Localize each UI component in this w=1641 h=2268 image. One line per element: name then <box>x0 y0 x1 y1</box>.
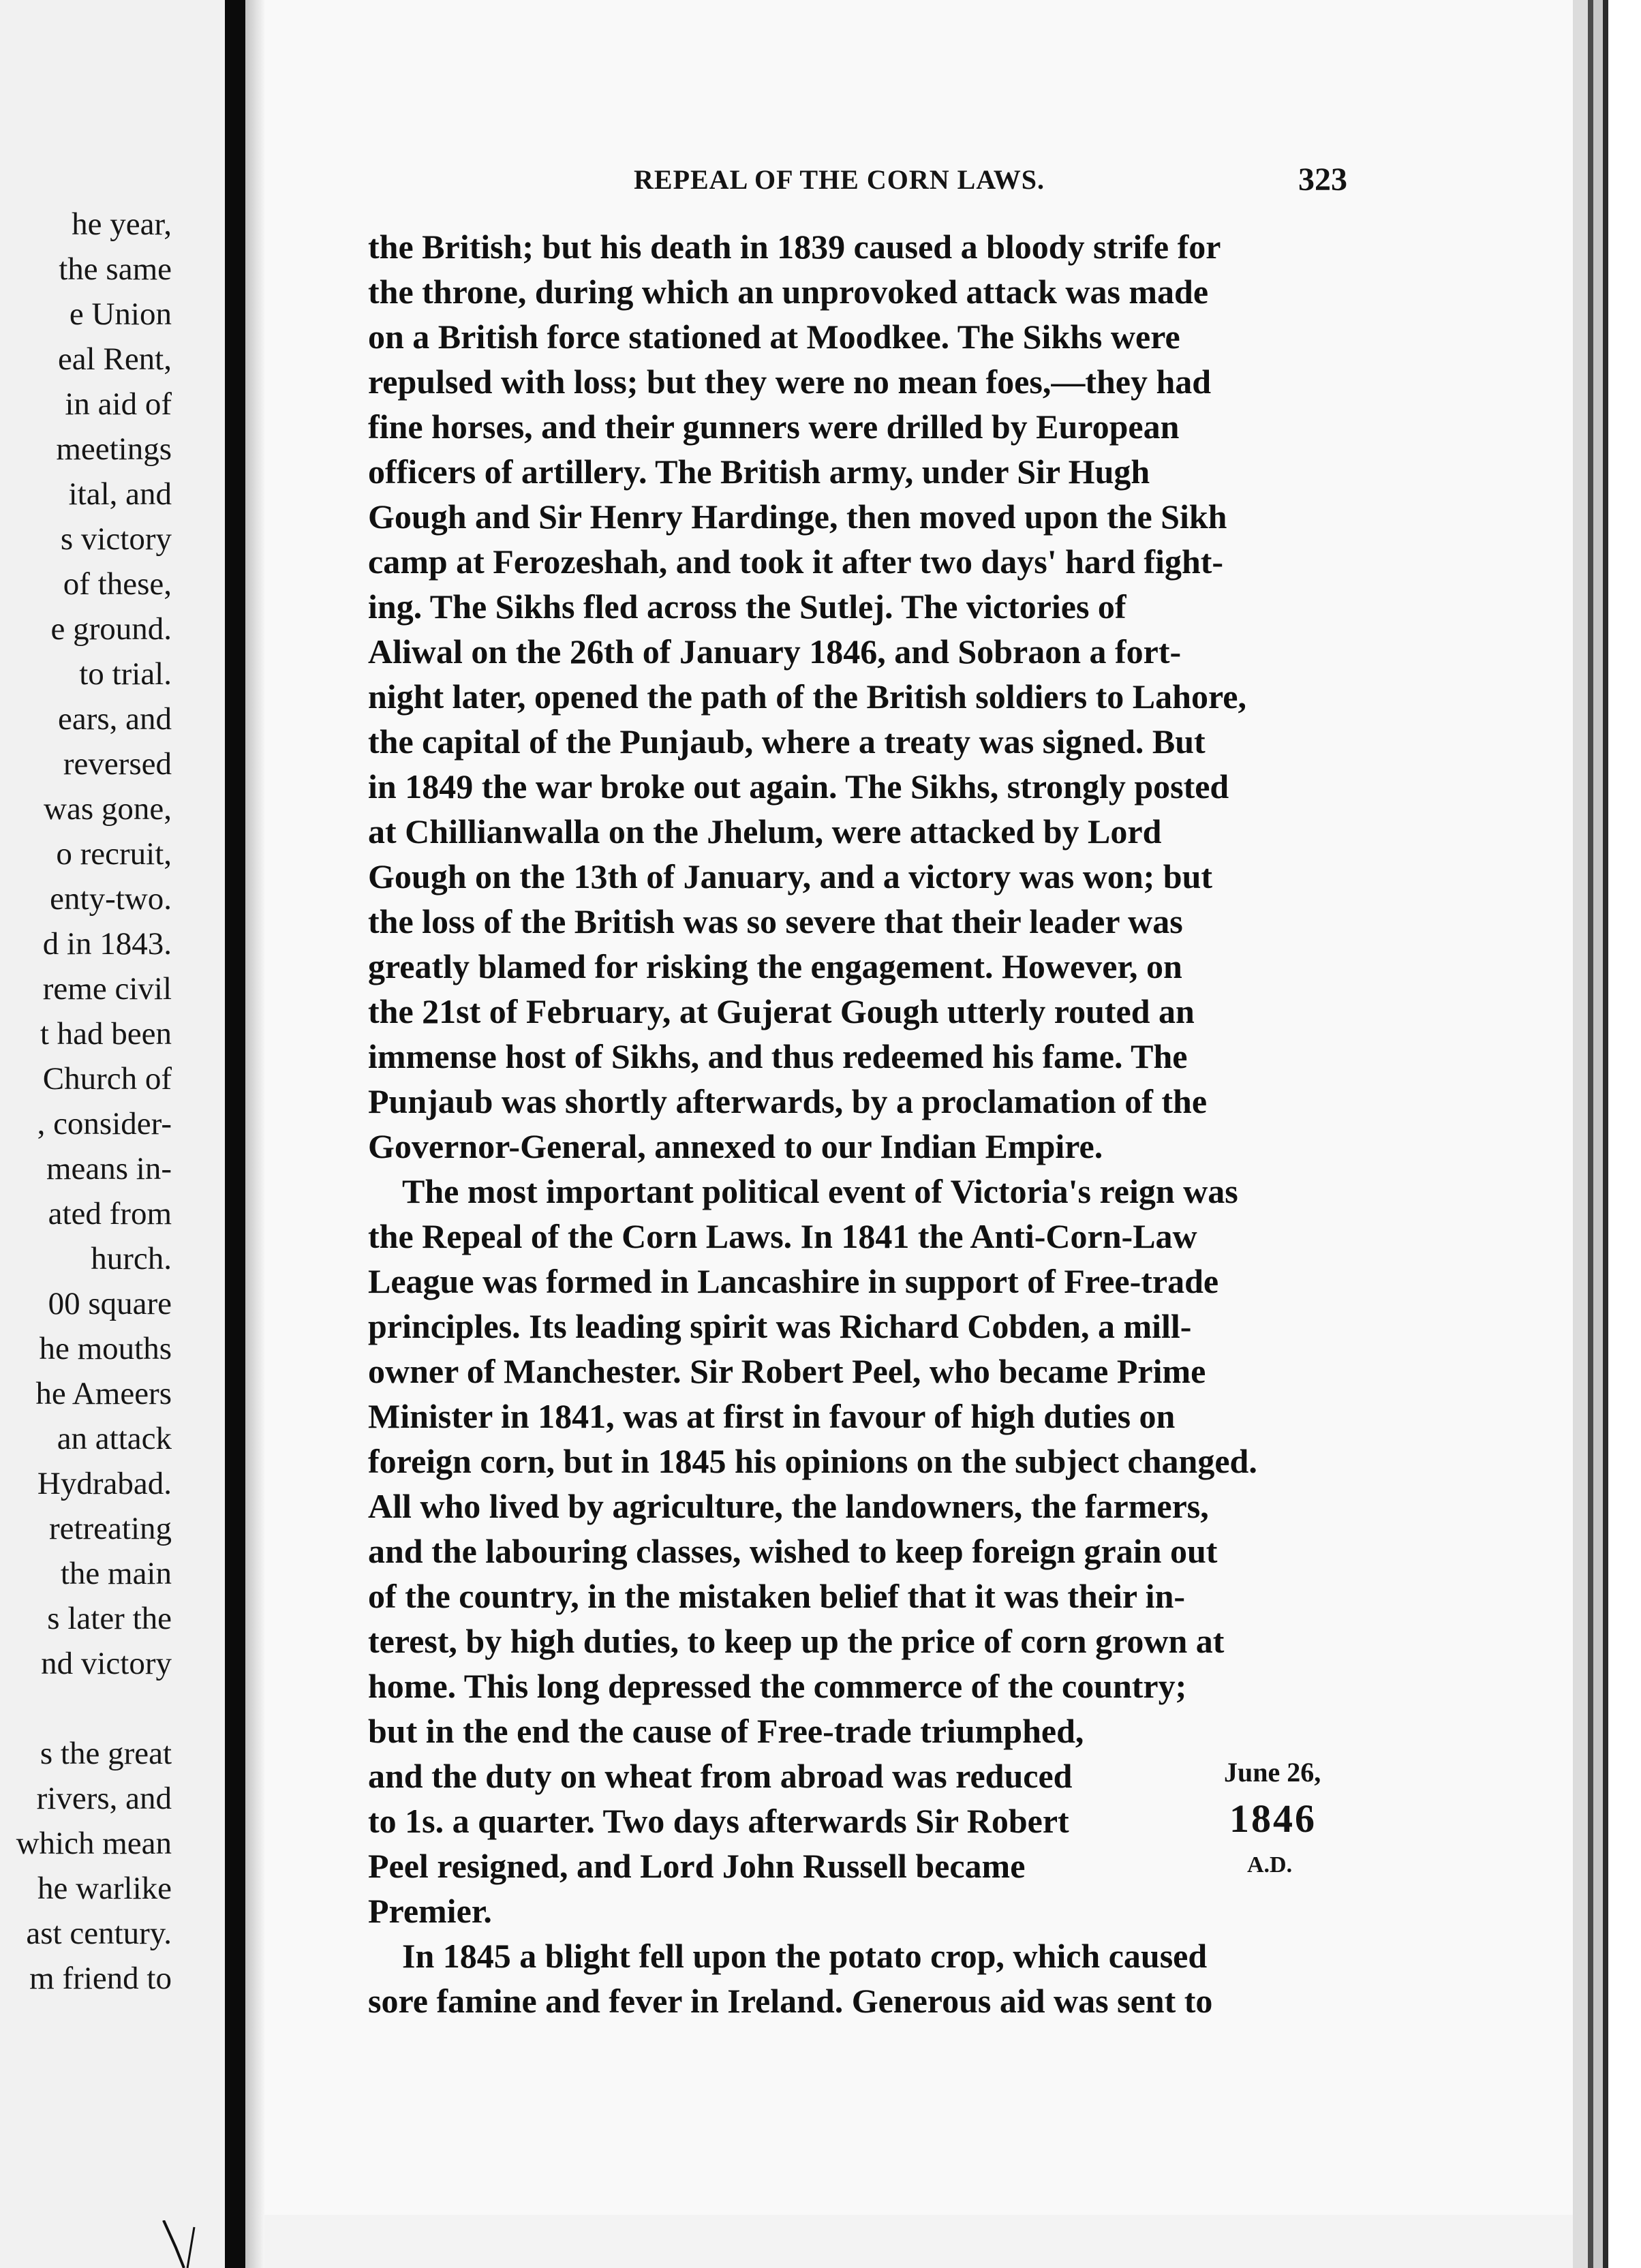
text-line: Aliwal on the 26th of January 1846, and Sobraon a fort- <box>368 632 1182 671</box>
facing-page-line: meetings <box>56 431 172 467</box>
facing-page-line: was gone, <box>44 791 172 827</box>
text-line: terest, by high duties, to keep up the price of corn grown at <box>368 1622 1225 1660</box>
scan-artifact-mark <box>157 2220 211 2268</box>
facing-page-left <box>0 0 225 2268</box>
facing-page-line: s the great <box>40 1736 172 1771</box>
paragraph-first-line: The most important political event of Victoria's reign was <box>402 1172 1238 1210</box>
book-gutter <box>225 0 245 2268</box>
text-line: Gough on the 13th of January, and a victory was won; but <box>368 857 1213 895</box>
text-line: Peel resigned, and Lord John Russell became <box>368 1847 1026 1885</box>
text-line: immense host of Sikhs, and thus redeemed his fame. The <box>368 1037 1188 1075</box>
facing-page-line: rivers, and <box>36 1781 172 1816</box>
facing-page-line: , consider- <box>37 1106 172 1141</box>
facing-page-line: enty-two. <box>50 881 172 917</box>
text-line: ing. The Sikhs fled across the Sutlej. The victories of <box>368 587 1126 626</box>
paragraph-first-line: In 1845 a blight fell upon the potato crop, which caused <box>402 1937 1208 1975</box>
text-line: repulsed with loss; but they were no mean foes,—they had <box>368 363 1212 401</box>
facing-page-line: hurch. <box>91 1241 172 1276</box>
text-line: on a British force stationed at Moodkee. The Sikhs were <box>368 318 1180 356</box>
page-edge <box>1588 0 1593 2268</box>
facing-page-line: s later the <box>47 1601 172 1636</box>
facing-page-line: o recruit, <box>56 836 172 872</box>
facing-page-line: which mean <box>16 1826 172 1861</box>
page-number: 323 <box>1298 162 1347 198</box>
text-line: night later, opened the path of the British soldiers to Lahore, <box>368 677 1246 716</box>
text-line: the throne, during which an unprovoked attack was made <box>368 273 1209 311</box>
text-line: League was formed in Lancashire in support of Free-trade <box>368 1262 1219 1300</box>
facing-page-line: e ground. <box>50 611 172 647</box>
text-line: sore famine and fever in Ireland. Generous aid was sent to <box>368 1982 1213 2020</box>
facing-page-line: ast century. <box>26 1916 172 1951</box>
facing-page-line: the same <box>59 251 172 287</box>
text-line: Governor-General, annexed to our Indian Empire. <box>368 1127 1103 1165</box>
text-line: the British; but his death in 1839 caused a bloody strife for <box>368 228 1221 266</box>
text-line: in 1849 the war broke out again. The Sikhs, strongly posted <box>368 767 1229 806</box>
text-line: Minister in 1841, was at first in favour of high duties on <box>368 1397 1176 1435</box>
text-line: principles. Its leading spirit was Richard Cobden, a mill- <box>368 1307 1192 1345</box>
margin-note-era: A.D. <box>1247 1852 1293 1878</box>
facing-page-line: ears, and <box>57 701 172 737</box>
facing-page-line: t had been <box>40 1016 172 1052</box>
facing-page-line: an attack <box>57 1421 172 1456</box>
facing-page-line: e Union <box>69 296 172 332</box>
text-line: the capital of the Punjaub, where a treaty was signed. But <box>368 722 1206 761</box>
gutter-shadow <box>245 0 264 2268</box>
text-line: the loss of the British was so severe that their leader was <box>368 902 1183 940</box>
text-line: the Repeal of the Corn Laws. In 1841 the Anti-Corn-Law <box>368 1217 1197 1255</box>
text-line: home. This long depressed the commerce of the country; <box>368 1667 1187 1705</box>
facing-page-line: eal Rent, <box>57 341 172 377</box>
facing-page-line: d in 1843. <box>42 926 172 962</box>
text-line: the 21st of February, at Gujerat Gough utterly routed an <box>368 992 1195 1030</box>
text-line: and the duty on wheat from abroad was reduced <box>368 1757 1073 1795</box>
margin-note-year: 1846 <box>1229 1796 1317 1841</box>
text-line: Premier. <box>368 1892 492 1930</box>
text-line: at Chillianwalla on the Jhelum, were attacked by Lord <box>368 812 1162 850</box>
page-bottom-margin <box>264 2215 1573 2268</box>
page-edge <box>1593 0 1603 2268</box>
text-line: foreign corn, but in 1845 his opinions on the subject changed. <box>368 1442 1257 1480</box>
facing-page-line: reme civil <box>42 971 172 1007</box>
facing-page-line: the main <box>60 1556 172 1591</box>
text-line: greatly blamed for risking the engagement. However, on <box>368 947 1182 985</box>
facing-page-line: 00 square <box>48 1286 172 1321</box>
margin-note-date: June 26, <box>1224 1757 1321 1788</box>
page-edge <box>1573 0 1588 2268</box>
facing-page-line: Hydrabad. <box>37 1466 172 1501</box>
facing-page-line: means in- <box>46 1151 172 1186</box>
text-line: All who lived by agriculture, the landowners, the farmers, <box>368 1487 1209 1525</box>
facing-page-line: m friend to <box>29 1961 172 1996</box>
facing-page-line: in aid of <box>65 386 172 422</box>
facing-page-line: nd victory <box>41 1646 172 1681</box>
page-edge <box>1608 0 1641 2268</box>
text-line: officers of artillery. The British army, under Sir Hugh <box>368 453 1150 491</box>
text-line: owner of Manchester. Sir Robert Peel, who became Prime <box>368 1352 1206 1390</box>
facing-page-line: retreating <box>48 1511 172 1546</box>
facing-page-line: he Ameers <box>35 1376 172 1411</box>
facing-page-line: of these, <box>63 566 172 602</box>
text-line: of the country, in the mistaken belief that it was their in- <box>368 1577 1186 1615</box>
text-line: and the labouring classes, wished to keep foreign grain out <box>368 1532 1218 1570</box>
text-line: camp at Ferozeshah, and took it after two days' hard fight- <box>368 542 1224 581</box>
text-line: but in the end the cause of Free-trade triumphed, <box>368 1712 1084 1750</box>
facing-page-line: reversed <box>63 746 172 782</box>
text-line: to 1s. a quarter. Two days afterwards Sir Robert <box>368 1802 1069 1840</box>
text-line: Gough and Sir Henry Hardinge, then moved upon the Sikh <box>368 497 1227 536</box>
facing-page-line: ated from <box>48 1196 172 1231</box>
facing-page-line: he warlike <box>37 1871 172 1906</box>
facing-page-line: s victory <box>60 521 172 557</box>
page-edge <box>1603 0 1608 2268</box>
facing-page-line: ital, and <box>68 476 172 512</box>
facing-page-line: he mouths <box>39 1331 172 1366</box>
text-line: fine horses, and their gunners were drilled by European <box>368 408 1180 446</box>
facing-page-line: Church of <box>42 1061 172 1097</box>
facing-page-line: to trial. <box>79 656 172 692</box>
facing-page-line: he year, <box>72 206 172 242</box>
running-head: REPEAL OF THE CORN LAWS. <box>634 164 1045 195</box>
text-line: Punjaub was shortly afterwards, by a proclamation of the <box>368 1082 1208 1120</box>
